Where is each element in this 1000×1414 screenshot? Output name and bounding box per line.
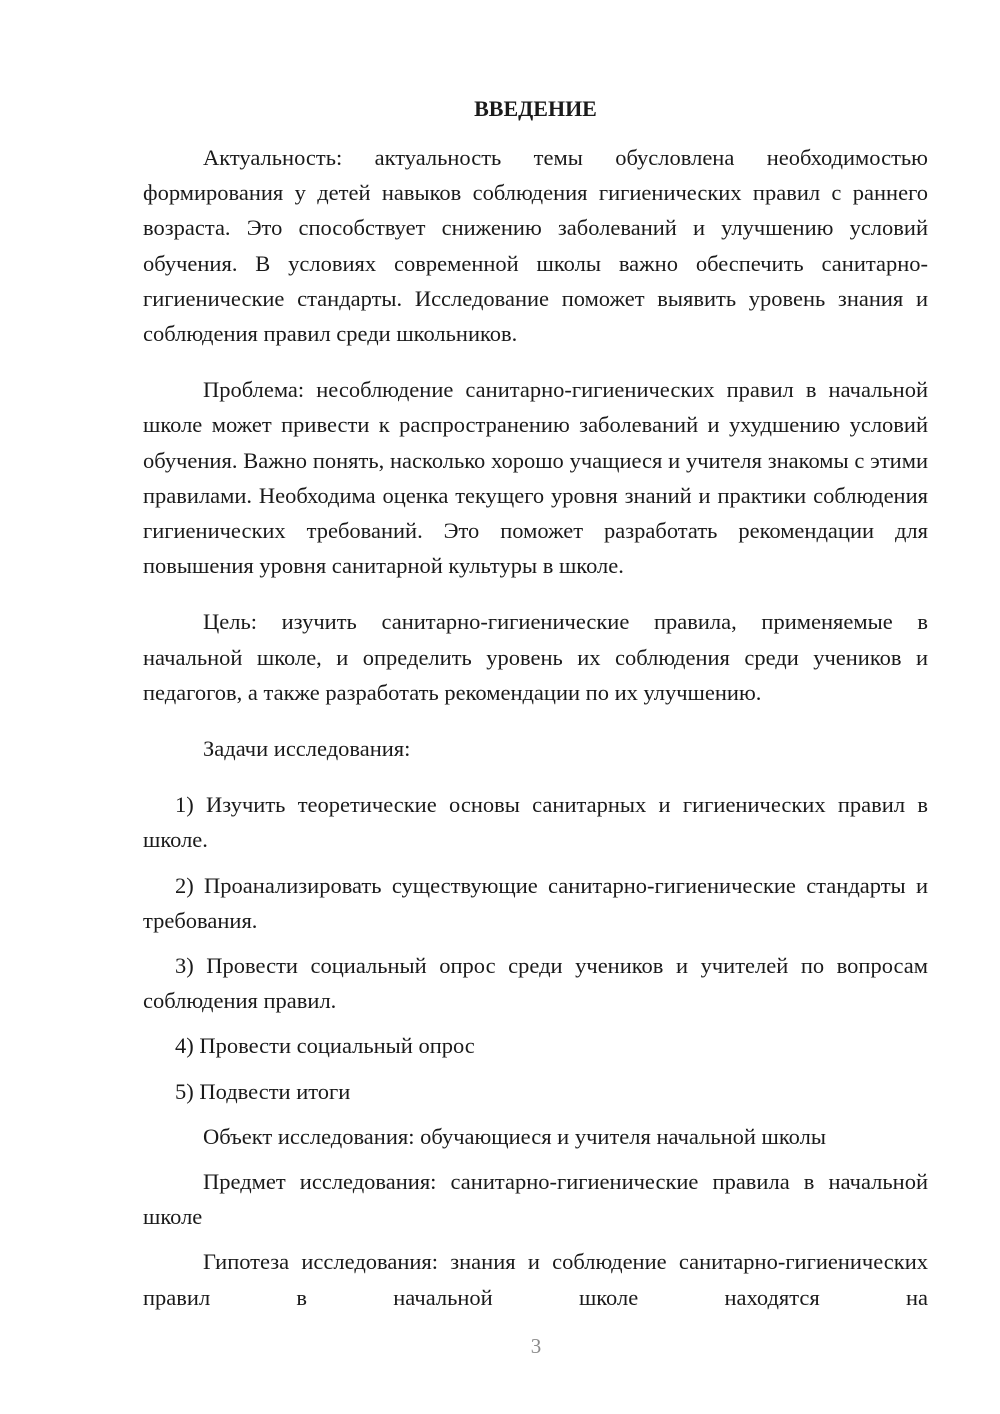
goal-paragraph: Цель: изучить санитарно-гигиенические правила, применяемые в начальной школе, и определить уровень их соблюдения среди учеников и педагогов, а также разработать рекомендации по их улучшению. — [143, 609, 928, 705]
relevance-paragraph: Актуальность: актуальность темы обусловлена необходимостью формирования у детей навыков соблюдения гигиенических правил с раннего возраста. Это способствует снижению заболеваний и улучшению условий обучения. В условиях современной школы важно обеспечить санитарно-гигиенические стандарты. Исследование поможет выявить уровень знания и соблюдения правил среди школьников. — [143, 145, 928, 347]
research-object: Объект исследования: обучающиеся и учителя начальной школы — [203, 1123, 826, 1149]
problem-paragraph: Проблема: несоблюдение санитарно-гигиенических правил в начальной школе может привести к распространению заболеваний и ухудшению условий обучения. Важно понять, насколько хорошо учащиеся и учителя знакомы с этими правилами. Необходима оценка текущего уровня знаний и практики соблюдения гигиенических требований. Это поможет разработать рекомендации для повышения уровня санитарной культуры в школе. — [143, 377, 928, 579]
task-item-5: 5) Подвести итоги — [175, 1078, 351, 1104]
section-title: ВВЕДЕНИЕ — [474, 96, 597, 121]
page-number: 3 — [530, 1334, 542, 1358]
research-hypothesis: Гипотеза исследования: знания и соблюдение санитарно-гигиенических правил в начальной школе находятся на — [143, 1249, 928, 1310]
tasks-heading: Задачи исследования: — [203, 736, 411, 762]
document-page — [143, 94, 928, 1315]
task-item-4: 4) Провести социальный опрос — [175, 1033, 475, 1059]
task-item-3: 3) Провести социальный опрос среди учеников и учителей по вопросам соблюдения правил. — [143, 953, 928, 1014]
task-item-2: 2) Проанализировать существующие санитарно-гигиенические стандарты и требования. — [143, 872, 928, 933]
task-item-1: 1) Изучить теоретические основы санитарных и гигиенических правил в школе. — [143, 792, 928, 853]
research-subject: Предмет исследования: санитарно-гигиенические правила в начальной школе — [143, 1169, 928, 1230]
